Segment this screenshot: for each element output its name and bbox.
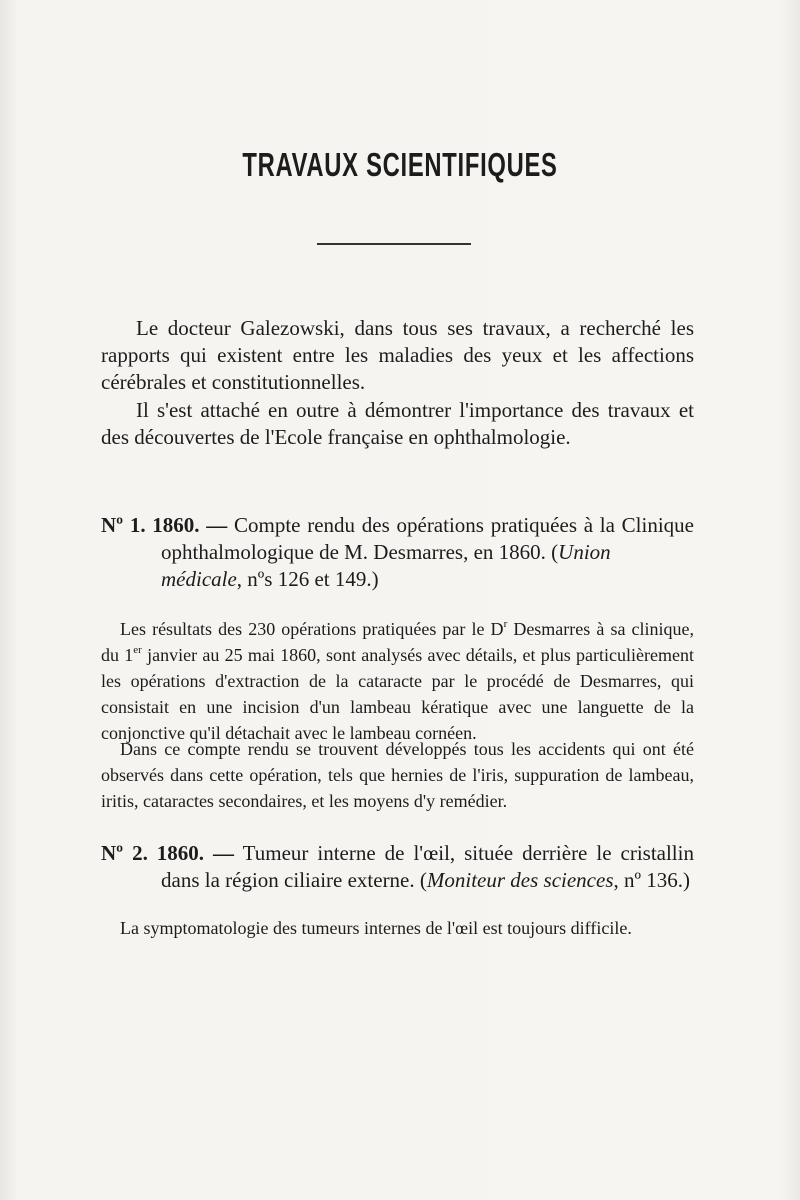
entry-2-source: Moniteur des sciences	[426, 868, 614, 892]
superscript-r: r	[503, 618, 508, 630]
title-rule	[317, 243, 471, 245]
entry-2-continuation	[101, 867, 694, 894]
entry-1-continuation	[101, 539, 694, 593]
intro-paragraph-2: Il s'est attaché en outre à démontrer l'importance des travaux et des découvertes de l'Ecole française en ophthalmologie.	[101, 398, 694, 449]
entry-1-paragraph-1	[101, 616, 694, 746]
entry-1-title-start: Compte rendu des opérations pratiquées à la Clinique	[227, 513, 694, 537]
entry-1-line1	[101, 512, 694, 539]
entry-1-heading	[101, 512, 694, 593]
superscript-er: er	[133, 644, 142, 656]
entry-1-p1-part-b: Desmarres à sa clinique, du 1	[101, 619, 694, 665]
entry-1-paragraph-2: Dans ce compte rendu se trouvent développés tous les accidents qui ont été observés dans cette opération, tels que hernies de l'iris, suppuration de lambeau, iritis, cataractes secondaires, et les moyens d'y remédier.	[101, 739, 694, 811]
entry-2-paragraph-1: La symptomatologie des tumeurs internes de l'œil est toujours difficile.	[120, 918, 632, 938]
page-title: TRAVAUX SCIENTIFIQUES	[242, 146, 558, 183]
entry-2-title-start: Tumeur interne de l'œil, située derrière le cristallin	[234, 841, 694, 865]
entry-1-p1-part-c: janvier au 25 mai 1860, sont analysés avec détails, et plus particulièrement les opérations d'extraction de la cataracte par le procédé de Desmarres, qui consistait en une incision d'un lambeau kératique avec une languette de la conjonctive qu'il détachait avec le lambeau cornéen.	[101, 645, 694, 743]
entry-1-number: Nº 1. 1860. —	[101, 513, 228, 537]
entry-2-number: Nº 2. 1860. —	[101, 841, 235, 865]
entry-1-p1-part-a: Les résultats des 230 opérations pratiquées par le D	[120, 619, 504, 639]
entry-2-issue: , nº 136.)	[613, 868, 691, 892]
entry-1-source: Union médicale	[161, 540, 611, 591]
entry-2-heading	[101, 840, 694, 894]
entry-2-title-end: dans la région ciliaire externe. (	[161, 868, 427, 892]
entry-2-line1	[101, 840, 694, 867]
entry-1-issue: , nºs 126 et 149.)	[236, 567, 379, 591]
entry-1-title-end: ophthalmologique de M. Desmarres, en 1860. (	[161, 540, 559, 564]
intro-paragraph-1: Le docteur Galezowski, dans tous ses travaux, a recherché les rapports qui existent entre les maladies des yeux et les affections cérébrales et constitutionnelles.	[101, 316, 694, 394]
